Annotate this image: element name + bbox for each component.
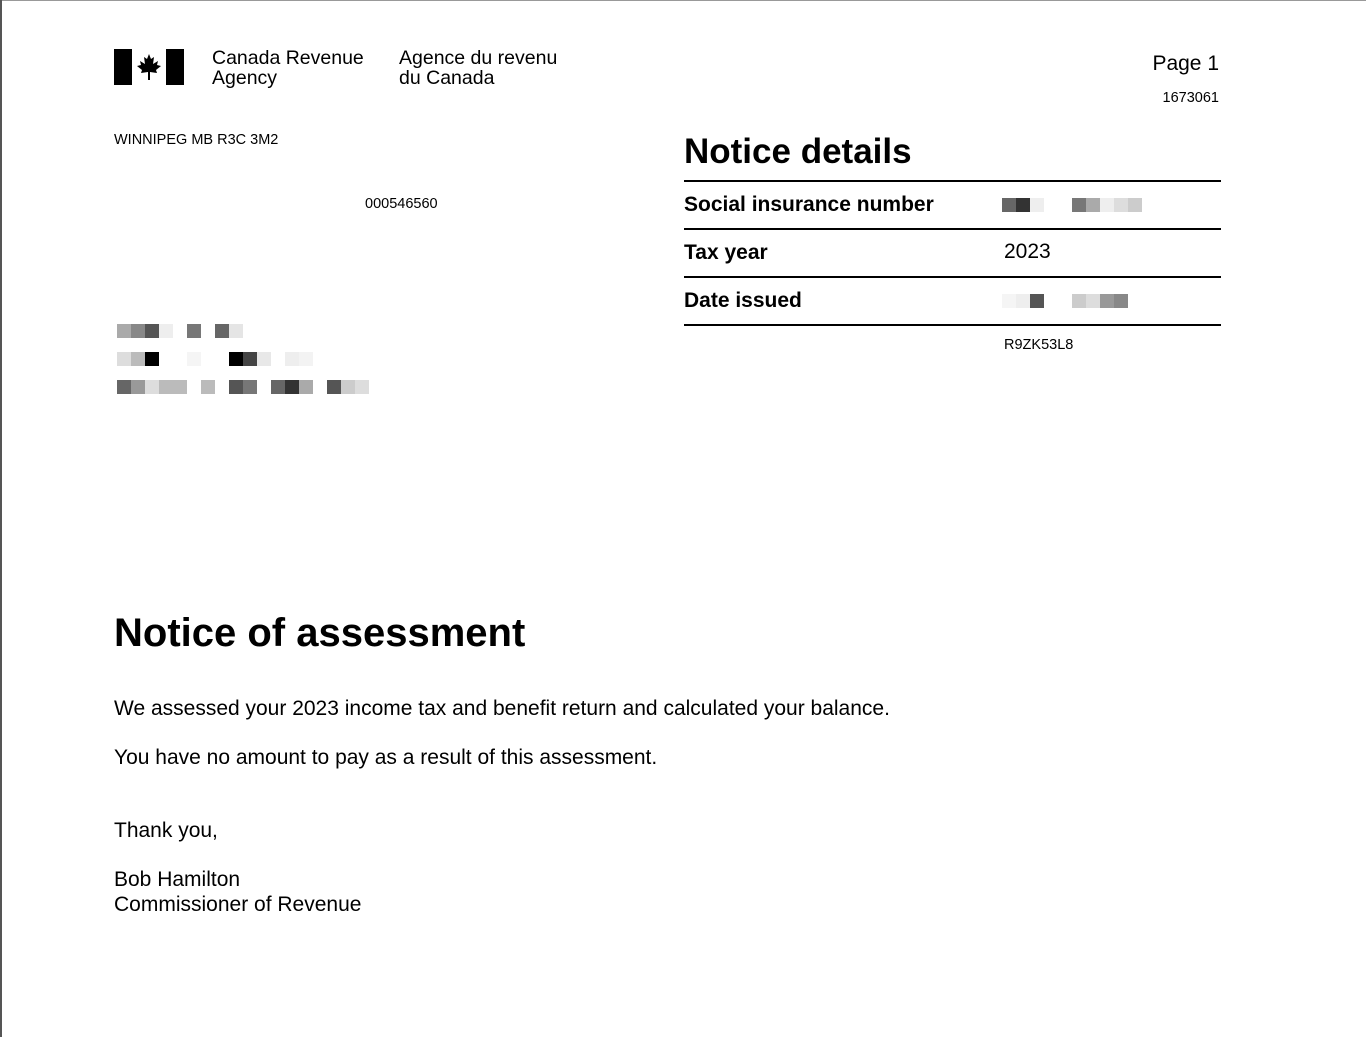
page-border-left [0, 0, 2, 1037]
table-row-sin [684, 180, 1221, 228]
agency-name-french [399, 48, 557, 88]
assessment-paragraph: We assessed your 2023 income tax and benefit return and calculated your balance. [114, 697, 890, 720]
redacted-address-line-2 [117, 352, 313, 366]
redacted-address-line-3 [117, 380, 383, 394]
notice-details-table [684, 180, 1221, 326]
closing-text: Thank you, [114, 819, 218, 842]
redacted-date-value [1002, 294, 1128, 308]
balance-paragraph: You have no amount to pay as a result of this assessment. [114, 746, 658, 769]
agency-en-line2: Agency [212, 67, 278, 89]
agency-name-english [212, 48, 364, 88]
sin-label: Social insurance number [684, 193, 934, 216]
document-code: 1673061 [1162, 90, 1219, 106]
notice-details-title: Notice details [684, 132, 912, 171]
sender-city-line: WINNIPEG MB R3C 3M2 [114, 132, 279, 148]
reference-code: R9ZK53L8 [1004, 337, 1074, 353]
page-border-top [0, 0, 1366, 1]
tax-year-value: 2023 [1004, 240, 1051, 263]
agency-en-line1: Canada Revenue [212, 47, 364, 69]
table-row-tax-year [684, 228, 1221, 276]
notice-of-assessment-title: Notice of assessment [114, 611, 526, 655]
mail-code: 000546560 [365, 196, 438, 212]
signer-title: Commissioner of Revenue [114, 893, 362, 916]
signer-name: Bob Hamilton [114, 868, 241, 891]
agency-fr-line1: Agence du revenu [399, 47, 558, 69]
redacted-sin-value [1002, 198, 1142, 212]
date-issued-label: Date issued [684, 289, 802, 312]
tax-year-label: Tax year [684, 241, 768, 264]
table-row-date-issued [684, 276, 1221, 326]
redacted-address-line-1 [117, 324, 243, 338]
page-number: Page 1 [1152, 52, 1219, 75]
canada-flag-logo [114, 49, 184, 85]
agency-fr-line2: du Canada [399, 67, 495, 89]
